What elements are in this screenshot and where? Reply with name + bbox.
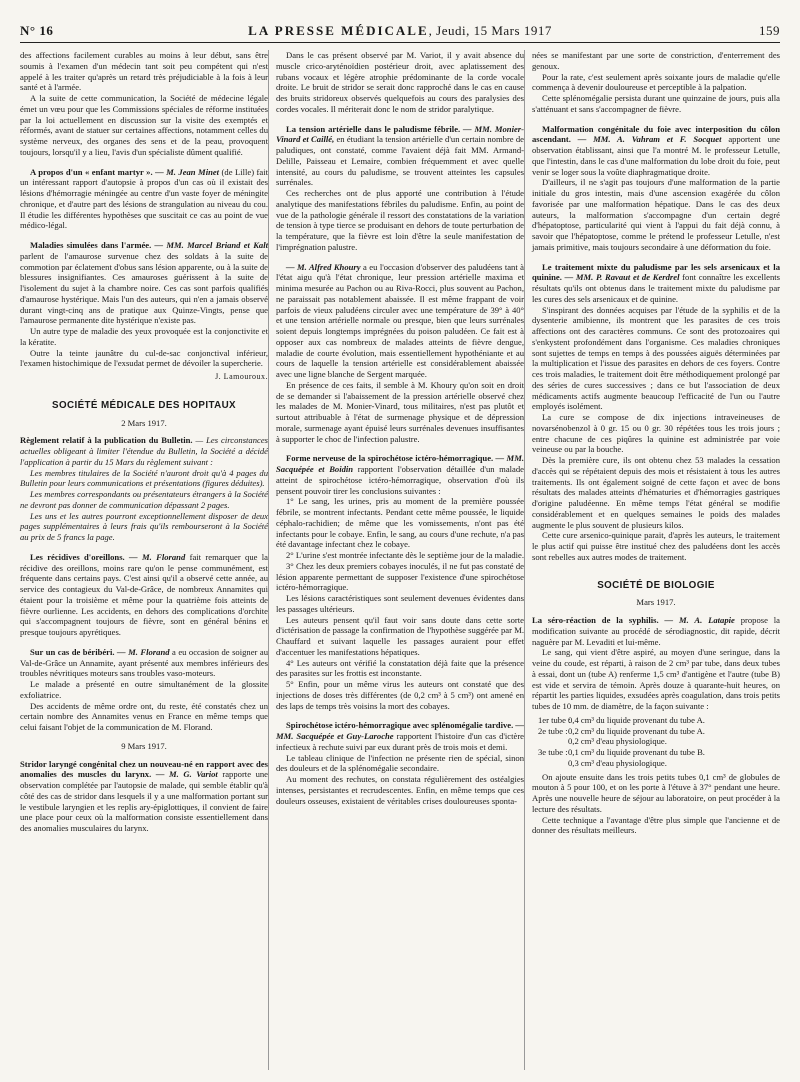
paragraph: Un autre type de maladie des yeux provoquée est la conjonctivite et la kératite.: [20, 326, 268, 347]
paragraph: Le tableau clinique de l'infection ne présente rien de spécial, sinon des douleurs et de la splénomégalie secondaire.: [276, 752, 524, 774]
paragraph: 3° Chez les deux premiers cobayes inoculés, il ne fut pas constaté de lésion apparente permettant de supposer l'existence d'une spirochétose ictéro-hémorragique.: [276, 560, 524, 593]
issue-date: , Jeudi, 15 Mars 1917: [428, 23, 552, 38]
tube-label: 3e tube :: [538, 747, 568, 757]
tube-label: 2e tube :: [538, 725, 568, 736]
tube-content: 0,3 cm³ d'eau physiologique.: [568, 757, 667, 768]
paragraph: Le malade a présenté en outre simultanément de la glossite exfoliatrice.: [20, 679, 268, 700]
article-text: en étudiant la tension artérielle d'un certain nombre de paludiques, ont constaté, comme l'avaient déjà fait MM. Armand-Delille, Paisseau et Lemaire, combien fréquemment et avec quelle intensité, au cours du paludisme, se trouvent atteintes les capsules surrénales.: [276, 134, 524, 188]
article-author: — MM. A. Vahram et F. Socquet: [570, 134, 722, 145]
tube-content: 0,2 cm³ du liquide provenant du tube A.: [568, 725, 705, 736]
article-title: Maladies simulées dans l'armée.: [30, 240, 152, 250]
article-title: Forme nerveuse de la spirochétose ictéro-hémorragique.: [286, 453, 494, 464]
article-text: fait remarquer que la récidive des oreillons, moins rare qu'on le pense communément, est fréquente dans certains pays. C'est ainsi qu'il a observé cette année, au service des contagieux du Val-de-Grâce, de nombreux Annamites qui étaient pour la troisième et même pour la quatrième fois atteints de fièvre ourlienne. Les accidents, en dehors des complications d'orchite qui s'accompagnent toujours de fièvre, sont en général bénins et presque toujours apyrétiques.: [20, 551, 268, 637]
paragraph: Dès la première cure, ils ont obtenu chez 53 malades la cessation d'accès qui se répétaient depuis des mois et résistaient à tous les autres traitements. Ils ont également soigné de cette façon et avec de bons résultats des malades atteints d'hématuries et d'hémorragies gastriques d'origine paludéenne. En même temps l'état général se modifie considérablement et en quelques semaines le poids des malades augmente le plus souvent de plusieurs kilos.: [532, 455, 780, 530]
article-author: — M. Alfred Khoury: [286, 261, 361, 272]
article-title: Le traitement mixte du paludisme par les sels arsenicaux et la quinine.: [532, 261, 780, 283]
article-text: rapportent l'histoire d'un cas d'ictère infectieux à rechute suivi par eux durant près de trois mois et demi.: [276, 731, 524, 752]
article: [276, 453, 524, 496]
tube-label: 1er tube :: [538, 714, 571, 725]
column-divider: [524, 50, 525, 1070]
article: [20, 167, 268, 232]
article-text: apportent une observation établissant, ainsi que l'a montré M. le professeur Letulle, que l'intestin, dans le cas d'une malformation du lobe droit du foie, peut venir se loger sous la voûte diaphragmatique droite.: [532, 134, 780, 177]
column-right: [532, 50, 780, 836]
session-date: Mars 1917.: [636, 597, 676, 608]
paragraph: des affections facilement curables au moins à leur début, sans être soumis à l'examen d'un médecin tant soit peu compétent qui n'est appelé à les traiter qu'après un retard très préjudiciable à la fois à leur santé et à l'armée.: [20, 50, 268, 93]
article-author: — MM. Sacquépée et Boidin: [276, 453, 524, 474]
paragraph: Les membres correspondants ou présentateurs étrangers à la Société ne devront pas donner de communication dépassant 2 pages.: [20, 489, 268, 510]
article-author: — M. A. Latapie: [658, 615, 735, 625]
list-item: [538, 747, 780, 758]
article-author: — M. Jean Minet: [152, 166, 220, 177]
article-author: — M. Florand: [114, 646, 170, 657]
article-text: parlent de l'amaurose survenue chez des soldats à la suite de commotion par éclatement d'obus sans lésion apparente, ou à la suite de blessures insignifiantes. Ces amauroses guérissent à la suite de l'isolement du sujet à la chambre noire. Ces cas sont parfois qualifiés d'amaurose hystérique. Mais l'un des auteurs, qui n'en a jamais observé durant vingt-cinq ans de pratique aux Quinze-Vingts, pense que l'amaurose permanente dite hystérique n'existe pas.: [20, 250, 268, 326]
paragraph: S'inspirant des données acquises par l'étude de la syphilis et de la dysenterie amibienne, ils montrent que les parasites de ces trois affections ont des caractères communs. Ce sont des protozoaires qui s'enkystent profondément dans l'organisme. Ces maladies chroniques sont sujettes de temps en temps à des poussées aiguës déterminées par la multiplication et l'issue des parasites en dehors de ces foyers. Contre ces trois maladies, le traitement doit être méthodiquement prolongé par des séries de cures successives ; dans ce but l'association de deux médicaments actifs augmente beaucoup l'efficacité de l'un ou l'autre employés isolément.: [532, 304, 780, 412]
paragraph: Ces recherches ont de plus apporté une contribution à l'étude analytique des manifestations fébriles du paludisme. Enfin, au point de vue de la pathologie générale il ressort des constatations de la variation de tension à type tierce se produisant en dehors de toute perturbation de la température, que la fièvre est loin d'être la seule manifestation de l'imprégnation palustre.: [276, 188, 524, 252]
article: [20, 759, 268, 834]
article-author: — M. G. Variot: [151, 769, 218, 780]
article: [532, 262, 780, 305]
issue-number: N° 16: [20, 23, 54, 38]
article-author: — M. Florand: [124, 551, 186, 562]
paragraph: On ajoute ensuite dans les trois petits tubes 0,1 cm³ de globules de mouton à 5 pour 100, et on les porte à l'étuve à 37° pendant une heure. Après une nouvelle heure de séjour au laboratoire, on peut procéder à la lecture des résultats.: [532, 771, 780, 814]
paragraph: Les membres titulaires de la Société n'auront droit qu'à 4 pages du Bulletin pour leurs communications et présentations (figures déduites).: [20, 467, 268, 489]
paragraph: La cure se compose de dix injections intraveineuses de novarsénobenzol à 0 gr. 15 ou 0 gr. 30 répétées tous les trois jours ; entre chacune de ces piqûres la quinine est administrée par voie veineuse ou par la bouche.: [532, 412, 780, 455]
article: [532, 124, 780, 178]
paragraph: Les auteurs pensent qu'il faut voir sans doute dans cette sorte d'ictérisation de passage la confirmation de l'hypothèse suggérée par M. Chauffard et suivant laquelle les passages auraient pour effet d'accentuer les manifestations hépatiques.: [276, 614, 524, 657]
article: [20, 552, 268, 638]
paragraph: nées se manifestant par une sorte de constriction, d'enterrement des genoux.: [532, 50, 780, 71]
paragraph: Cette technique a l'avantage d'être plus simple que l'ancienne et de donner des résultats meilleurs.: [532, 814, 780, 836]
paragraph: Les lésions caractéristiques sont seulement devenues évidentes dans les passages ultérieurs.: [276, 593, 524, 614]
session-date: 9 Mars 1917.: [121, 740, 167, 751]
paragraph: 5° Enfin, pour un même virus les auteurs ont constaté que des injections de doses très différentes (de 0,2 cm³ à 5 cm³) ont amené en des laps de temps très voisins la mort des cobayes.: [276, 679, 524, 711]
article-author: — MM. P. Ravaut et de Kerdrel: [561, 272, 680, 283]
article-title: Règlement relatif à la publication du Bulletin.: [20, 435, 193, 446]
signature: J. Lamouroux.: [215, 372, 268, 381]
tube-content: 0,2 cm³ d'eau physiologique.: [568, 736, 667, 747]
paragraph: Des accidents de même ordre ont, du reste, été constatés chez un certain nombre des Annamites venus en France en même temps que celui faisant l'objet de la communication de M. Florand.: [20, 700, 268, 732]
article: [20, 647, 268, 679]
article-title: Sur un cas de béribéri.: [30, 646, 115, 657]
paragraph: Au moment des rechutes, on constata régulièrement des ostéalgies intenses, persistantes et recrudescentes. Enfin, en même temps que ces douleurs osseuses, existaient de véritables crises douloureuses sponta-: [276, 774, 524, 806]
paragraph: Cette splénomégalie persista durant une quinzaine de jours, puis alla s'atténuant et sans s'accompagner de fièvre.: [532, 93, 780, 114]
article-text: propose la modification suivante au procédé de sérodiagnostic, dit rapide, décrit naguère par M. Levaditi et lui-même.: [532, 615, 780, 647]
page-header: [20, 20, 780, 43]
column-middle: [276, 50, 524, 806]
article-author: — MM. Marcel Briand et Kalt: [151, 240, 268, 250]
column-divider: [268, 50, 269, 1070]
section-heading: SOCIÉTÉ DE BIOLOGIE: [597, 579, 715, 591]
article-text: rapportent l'observation détaillée d'un malade atteint de spirochétose ictéro-hémorragique, observation d'où ils pensent pouvoir tirer les conclusions suivantes :: [276, 464, 524, 496]
paragraph: D'ailleurs, il ne s'agit pas toujours d'une malformation de la partie initiale du gros intestin, mais d'une ascension exagérée du côlon favorisée par une malformation hépatique. Dans le cas des deux auteurs, la malformation s'accompagne d'un certain degré d'hépatoptose, particularité qui vient à l'appui du fait déjà connu, à savoir que l'hépatoptose, comme le prétend le professeur Letulle, n'est jamais primitive, mais toujours secondaire à une déformation du foie.: [532, 177, 780, 252]
paragraph: Cette cure arsenico-quinique parait, d'après les auteurs, le traitement le plus actif qui puisse être institué chez des paludéens dont les accès sont rebelles aux autres modes de traitement.: [532, 530, 780, 562]
article-title: Malformation congénitale du foie avec interposition du côlon ascendant.: [532, 123, 780, 145]
list-item: [538, 758, 780, 769]
paragraph: Les uns et les autres pourront exceptionnellement disposer de deux pages supplémentaires à leurs frais qu'ils rembourseront à la Société au prix de 5 francs la page.: [20, 510, 268, 542]
article-title: La tension artérielle dans le paludisme fébrile.: [286, 123, 461, 134]
paragraph: En présence de ces faits, il semble à M. Khoury qu'on soit en droit de se demander si l'abaissement de la pression artérielle observé chez les malades de M. Monier-Vinard, tous militaires, n'est pas plutôt et surtout attribuable à l'état de surmenage physique et de dépression morale, surmenage ayant épuisé leurs surrénales devenues insuffisantes à supporter le choc de l'infection palustre.: [276, 379, 524, 444]
list-item: [538, 726, 780, 737]
article-text: — Les circonstances actuelles obligeant à limiter l'étendue du Bulletin, la Société a décidé l'application à partir du 15 Mars du règlement suivant :: [20, 435, 268, 467]
paragraph: Dans le cas présent observé par M. Variot, il y avait absence du muscle crico-aryténoïdien postérieur droit, avec aplatissement des rubans vocaux et légère atrophie prédominante de la corde vocale droite. Le bruit de stridor se serait donc rapproché dans le cas en cause des bruits stridoreux observés quelquefois au cours des paralysies des cordes vocales. Il mériterait donc le nom de stridor paralytique.: [276, 50, 524, 114]
article: [20, 435, 268, 467]
article-text: rapporte une observation complétée par l'autopsie de malade, qui semble établir qu'à côté des cas de stridor dans lesquels il y a une malformation portant sur le vestibule laryngien et les replis ary-épiglottiques, il convient de faire une place pour ceux où la malformation consiste essentiellement dans des anomalies musculaires du larynx.: [20, 769, 268, 833]
journal-title: [20, 23, 780, 39]
article: [276, 262, 524, 380]
tube-content: 0,1 cm³ du liquide provenant du tube B.: [568, 747, 705, 757]
article-text: font connaître les excellents résultats qu'ils ont obtenus dans le traitement mixte du paludisme par les cures des sels arsenicaux et de quinine.: [532, 272, 781, 304]
column-left: [20, 50, 268, 834]
tube-content: 0,4 cm³ du liquide provenant du tube A.: [568, 714, 705, 725]
paragraph: 1° Le sang, les urines, pris au moment de la première poussée fébrile, se montrent infectants. Pendant cette même poussée, le liquide céphalo-rachidien; de même que les vomissements, n'ont pas été infectants pour le cobaye. Enfin, le sang, au cours d'une rechute, n'a pas été davantage infectant chez le cobaye.: [276, 496, 524, 550]
paragraph: Pour la rate, c'est seulement après soixante jours de maladie qu'elle commença à devenir douloureuse et perceptible à la palpation.: [532, 71, 780, 93]
article-text: (de Lille) fait un intéressant rapport d'autopsie à propos d'un cas où il existait des lésions d'hémorragie méningée au centre d'un vaste foyer de méningite chronique, et d'autre part des lésions de strangulation au niveau du cou. Il étudie les différentes hypothèses que suscitait ce cas au point de vue médico-légal.: [20, 166, 268, 231]
article: [276, 720, 524, 752]
article-title: La séro-réaction de la syphilis.: [532, 615, 659, 625]
paragraph: 4° Les auteurs ont vérifié la constatation déjà faite que la présence des parasites sur les frottis est inconstante.: [276, 657, 524, 679]
article-author: — MM. Monier-Vinard et Caillé,: [276, 123, 524, 145]
article: [532, 615, 780, 647]
page-number: 159: [759, 23, 780, 38]
article: [276, 124, 524, 189]
paragraph: 2° L'urine s'est montrée infectante dès le septième jour de la maladie.: [286, 550, 524, 560]
section-heading: SOCIÉTÉ MÉDICALE DES HOPITAUX: [52, 399, 236, 411]
article-title: Les récidives d'oreillons.: [30, 551, 125, 562]
session-date: 2 Mars 1917.: [121, 417, 167, 428]
article-author: — MM. Sacquépée et Guy-Laroche: [276, 720, 524, 741]
article-title: A propos d'un « enfant martyr ».: [30, 166, 153, 177]
journal-name: LA PRESSE MÉDICALE: [248, 23, 429, 38]
tube-list: [538, 715, 780, 769]
article-title: Spirochétose ictéro-hémorragique avec splénomégalie tardive.: [286, 720, 514, 731]
paragraph: Le sang, qui vient d'être aspiré, au moyen d'une seringue, dans la veine du coude, est réparti, à raison de 2 cm³ par tube, dans deux tubes à essai, dont un (tube A) renferme 1,5 cm³ d'antigène et l'autre (tube B) est vide et servira de témoin. Après douze à quarante-huit heures, on répartit les parties liquides, exsudées après coagulation, dans trois petits tubes de 10 mm. de diamètre, de la façon suivante :: [532, 647, 780, 711]
paragraph: Outre la teinte jaunâtre du cul-de-sac conjonctival inférieur, l'examen histochimique de l'exsudat permet de dévoiler la supercherie.: [20, 347, 268, 369]
article: [20, 240, 268, 326]
article-title: Stridor laryngé congénital chez un nouveau-né en rapport avec des anomalies des muscles du larynx.: [20, 758, 268, 780]
article-text: a eu l'occasion d'observer des paludéens tant à l'état aigu qu'à l'état chronique, leur pression artérielle maxima et minima mesurée au Pachon ou au Riva-Rocci, plus souvent au Pachon, ne paraissait pas notablement abaissée. Il est même frappant de voir parfois de vieux paludéens circuler avec une température de 39° à 40° et une tension artérielle normale ou presque, bien que leurs surrénales soient depuis longtemps imprégnées du poison paludéen. Ce fait est à opposer aux cas nombreux de malades atteints de fièvre dengue, maladie de courte évolution, mais essentiellement hypothéniante et au cours de laquelle la tension artérielle est considérablement abaissée avec une ligne blanche de Sergent marquée.: [276, 261, 524, 379]
paragraph: A la suite de cette communication, la Société de médecine légale émet un vœu pour que les Commissions spéciales de réforme instituées par la loi actuellement en discussion sur la visite des exemptés et réformés, avant de statuer sur certaines affections, notamment celles du système nerveux, des organes des sens et de la peau, provoquent toujours, lorsqu'il y a lieu, l'avis d'un spécialiste dûment qualifié.: [20, 93, 268, 157]
list-item: [538, 736, 780, 747]
article-text: a eu occasion de soigner au Val-de-Grâce un Annamite, ayant présenté aux membres inférieurs des troubles névritiques moteurs sans troubles vaso-moteurs.: [20, 646, 268, 679]
list-item: [538, 715, 780, 726]
